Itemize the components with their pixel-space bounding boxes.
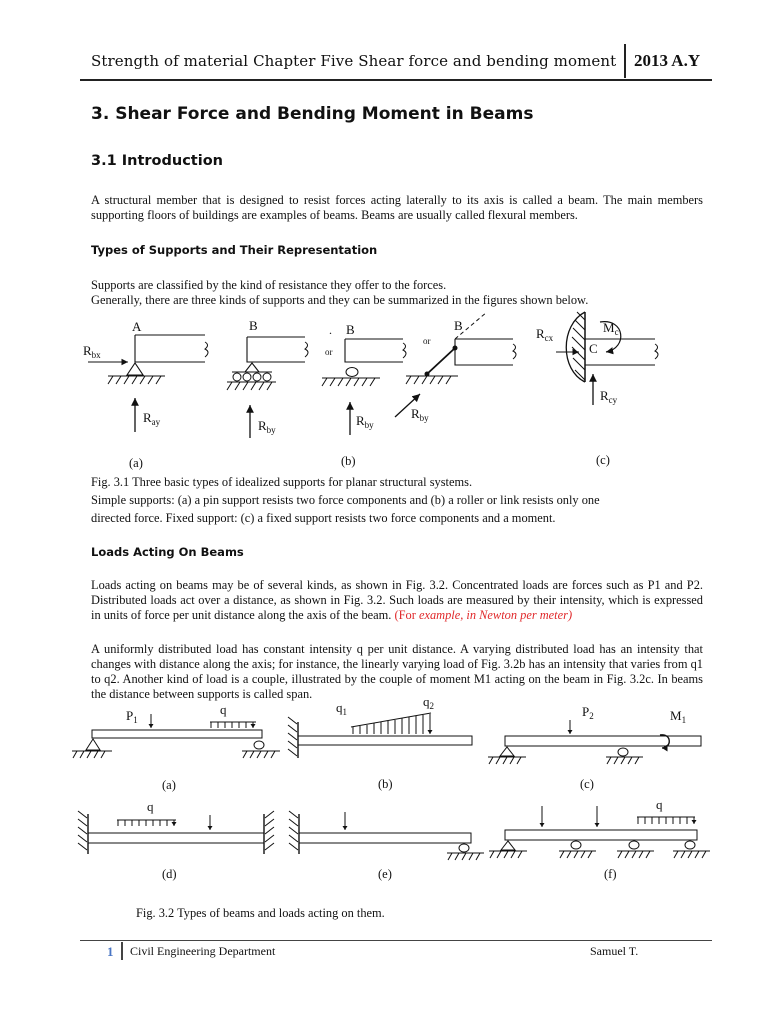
label-M1: $M_1$ xyxy=(670,708,687,725)
beam-loads-figure xyxy=(0,700,768,890)
supports-line-2: Generally, there are three kinds of supports and they can be summarized in the figures shown below. xyxy=(91,293,589,307)
label-dot: . xyxy=(329,323,332,337)
subfig-2a: (a) xyxy=(162,778,176,792)
subfig-b: (b) xyxy=(341,454,356,468)
label-A: A xyxy=(132,319,142,334)
fixed-support-diagram xyxy=(536,312,658,405)
fig31-caption-1: Fig. 3.1 Three basic types of idealized supports for planar structural systems. xyxy=(91,475,473,489)
link-support-diagram xyxy=(395,312,516,423)
label-Rbx: $R_{bx}$ xyxy=(83,343,101,360)
beam-a xyxy=(72,702,280,758)
loads-heading: Loads Acting On Beams xyxy=(91,545,244,559)
label-Mc: $M_c$ xyxy=(603,320,619,337)
label-Rby-1: $R_{by}$ xyxy=(258,418,276,435)
running-header-year: 2013 A.Y xyxy=(634,51,701,70)
footer-divider xyxy=(121,942,123,960)
fig31-caption-2: Simple supports: (a) a pin support resists two force components and (b) a roller or link resists only one xyxy=(91,493,600,507)
footer-rule xyxy=(80,940,712,941)
beam-c xyxy=(488,704,701,764)
label-q-a: q xyxy=(220,702,227,717)
label-or-1: or xyxy=(325,347,333,357)
footer-author: Samuel T. xyxy=(590,944,639,958)
beam-f xyxy=(489,797,710,858)
beam-d xyxy=(78,799,274,854)
pin-support-diagram xyxy=(83,319,208,432)
label-Rby-2: $R_{by}$ xyxy=(356,413,374,430)
fig32-caption: Fig. 3.2 Types of beams and loads acting on them. xyxy=(136,906,385,920)
loads-paragraph-1-text: Loads acting on beams may be of several kinds, as shown in Fig. 3.2. Concentrated loads are forces such as P1 and P2. Distributed loads act over a distance, as shown in Fig. 3.2. Such loads are measured by their intensity, which is expressed in units of force per unit distance along the axis of the beam. xyxy=(91,578,703,622)
label-B-1: B xyxy=(249,318,258,333)
label-q-f: q xyxy=(656,797,663,812)
subfig-2f: (f) xyxy=(604,867,617,881)
running-header-title: Strength of material Chapter Five Shear force and bending moment xyxy=(91,52,617,70)
loads-paragraph-1-red-italic: example, in Newton per meter) xyxy=(418,608,573,622)
page-number: 1 xyxy=(107,944,114,959)
label-Ray: $R_{ay}$ xyxy=(143,410,161,427)
label-P2: $P_2$ xyxy=(582,704,594,721)
loads-paragraph-2: A uniformly distributed load has constant intensity q per unit distance. A varying distributed load has an intensity that changes with distance along the axis; for instance, the linearly varying load of Fig. 3.2b has an intensity that varies from q1 to q2. Another kind of load is a couple, illustrated by the couple of moment M1 acting on the beam in Fig. 3.2c. In beams the distance between supports is called span. xyxy=(91,642,703,701)
label-B-2: B xyxy=(346,322,355,337)
beam-b xyxy=(288,700,472,758)
footer-department: Civil Engineering Department xyxy=(130,944,276,958)
label-Rcy: $R_{cy}$ xyxy=(600,388,618,405)
subfig-a: (a) xyxy=(129,456,143,470)
section-title: 3. Shear Force and Bending Moment in Beams xyxy=(91,104,534,124)
label-C: C xyxy=(589,341,598,356)
label-q1: $q_1$ xyxy=(336,700,347,717)
subfig-2c: (c) xyxy=(580,777,594,791)
subfig-2b: (b) xyxy=(378,777,393,791)
supports-line-1: Supports are classified by the kind of resistance they offer to the forces. xyxy=(91,278,447,292)
label-q2: $q_2$ xyxy=(423,700,434,711)
label-Rcx: $R_{cx}$ xyxy=(536,326,554,343)
subfig-2d: (d) xyxy=(162,867,177,881)
subfig-c: (c) xyxy=(596,453,610,467)
supports-heading: Types of Supports and Their Representation xyxy=(91,243,378,257)
label-q-d: q xyxy=(147,799,154,814)
subfig-2e: (e) xyxy=(378,867,392,881)
roller-support-diagram-1 xyxy=(227,318,333,438)
intro-heading: 3.1 Introduction xyxy=(91,153,223,169)
intro-paragraph: A structural member that is designed to resist forces acting laterally to its axis is called a beam. The main members supporting floors of buildings are examples of beams. Beams are usually called flexural members. xyxy=(91,193,703,222)
label-Rby-3: $R_{by}$ xyxy=(411,406,429,423)
label-or-2: or xyxy=(423,336,431,346)
label-B-3: B xyxy=(454,318,463,333)
fig31-caption-3: directed force. Fixed support: (c) a fixed support resists two force components and a moment. xyxy=(91,511,556,525)
header-divider xyxy=(624,44,626,78)
label-P1: $P_1$ xyxy=(126,708,138,725)
loads-paragraph-1 xyxy=(91,578,703,623)
header-rule xyxy=(80,79,712,81)
support-types-figure xyxy=(0,310,768,475)
beam-e xyxy=(289,811,484,860)
loads-paragraph-1-red: (For xyxy=(394,608,416,622)
